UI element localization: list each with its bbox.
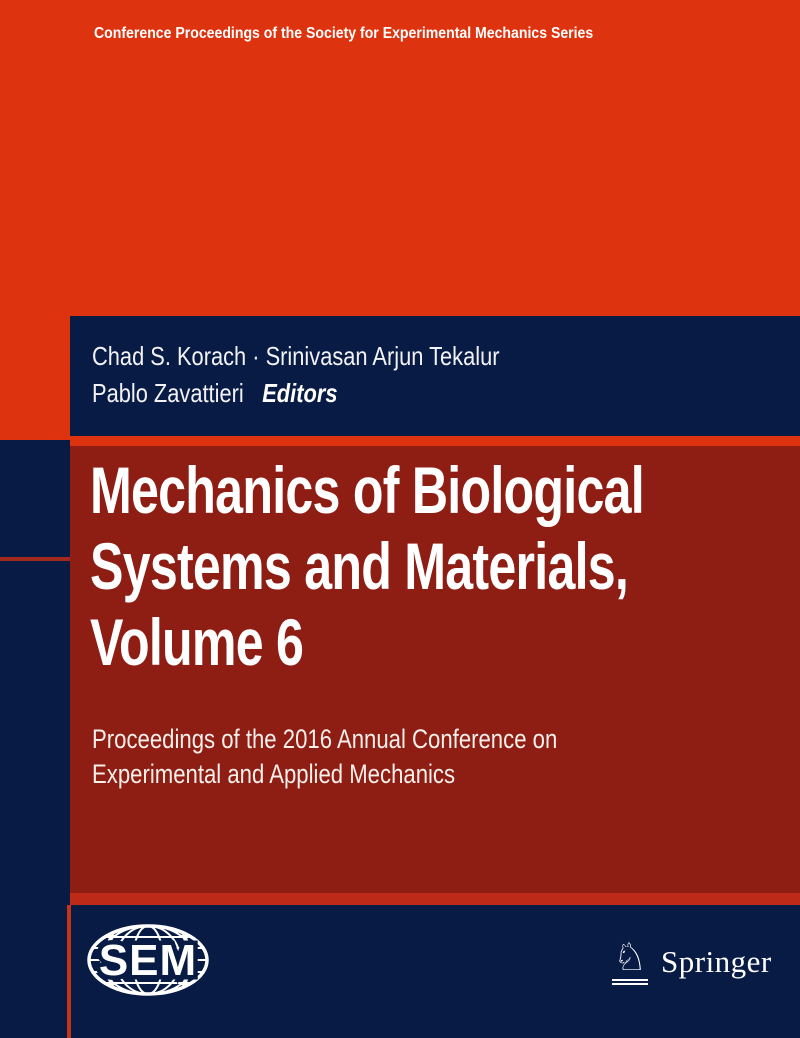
springer-knight-baseline [612, 979, 648, 981]
book-subtitle [92, 722, 557, 792]
editors-line-1: Chad S. Korach · Srinivasan Arjun Tekalur [92, 341, 500, 371]
springer-knight-glyph: ♘ [612, 935, 648, 979]
book-title [90, 452, 644, 680]
left-navy-strip [0, 440, 70, 1038]
subtitle-line-2: Experimental and Applied Mechanics [92, 759, 456, 789]
editors-role-label: Editors [262, 378, 338, 408]
subtitle-line-1: Proceedings of the 2016 Annual Conference on [92, 724, 558, 754]
sem-logo [86, 923, 210, 997]
sem-logo-text: SEM [98, 936, 198, 985]
editors-block [92, 338, 499, 412]
springer-logo [612, 935, 772, 985]
editor-name: Pablo Zavattieri [92, 378, 244, 408]
bottom-vertical-rule [67, 905, 71, 1038]
title-line-1: Mechanics of Biological [90, 453, 644, 527]
springer-knight-baseline-2 [612, 983, 648, 985]
title-line-2: Systems and Materials, [90, 529, 629, 603]
sem-globe-icon [86, 923, 210, 997]
left-strip-horizontal-rule [0, 557, 70, 561]
series-title: Conference Proceedings of the Society for Experimental Mechanics Series [94, 25, 594, 42]
editors-line-2 [92, 375, 499, 412]
title-line-3: Volume 6 [90, 605, 304, 679]
springer-knight-icon [612, 935, 648, 985]
title-panel-bottom-accent [70, 893, 800, 905]
springer-wordmark: Springer [661, 943, 772, 979]
